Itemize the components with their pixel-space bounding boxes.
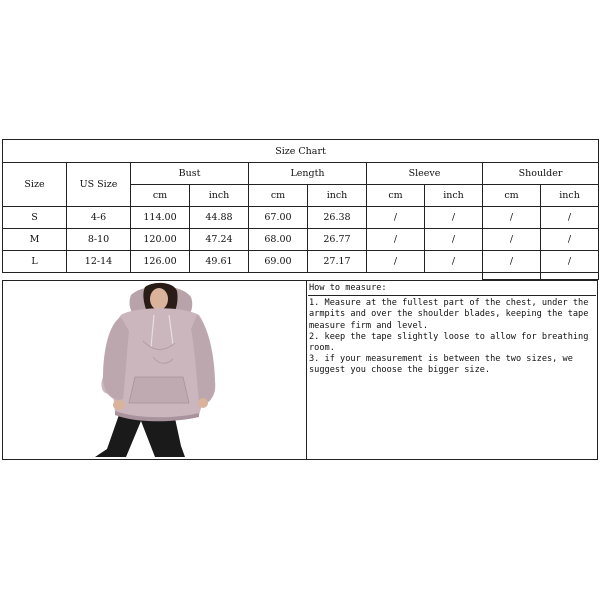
cell-shoulder-cm: / xyxy=(483,229,541,251)
unit-shoulder-inch: inch xyxy=(541,185,599,207)
measure-step: 3. if your measurement is between the two sizes, we suggest you choose the bigger size. xyxy=(309,354,573,376)
size-chart-title: Size Chart xyxy=(3,140,599,163)
table-tail-cell xyxy=(483,273,541,280)
cell-length-cm: 69.00 xyxy=(249,251,308,273)
cell-bust-cm: 120.00 xyxy=(131,229,190,251)
cell-sleeve-cm: / xyxy=(367,207,425,229)
unit-shoulder-cm: cm xyxy=(483,185,541,207)
hoodie-model-illustration xyxy=(3,281,306,459)
header-size: Size xyxy=(3,163,67,207)
cell-size: L xyxy=(3,251,67,273)
cell-length-inch: 26.77 xyxy=(308,229,367,251)
cell-us-size: 8-10 xyxy=(67,229,131,251)
cell-bust-inch: 47.24 xyxy=(190,229,249,251)
table-tail-cell xyxy=(541,273,599,280)
cell-sleeve-inch: / xyxy=(425,229,483,251)
unit-sleeve-inch: inch xyxy=(425,185,483,207)
table-row xyxy=(3,229,599,251)
cell-sleeve-cm: / xyxy=(367,229,425,251)
product-photo xyxy=(3,281,307,459)
cell-bust-inch: 49.61 xyxy=(190,251,249,273)
cell-sleeve-inch: / xyxy=(425,251,483,273)
header-length: Length xyxy=(249,163,367,185)
cell-bust-cm: 126.00 xyxy=(131,251,190,273)
how-to-measure xyxy=(308,283,596,377)
unit-length-cm: cm xyxy=(249,185,308,207)
cell-bust-cm: 114.00 xyxy=(131,207,190,229)
cell-us-size: 4-6 xyxy=(67,207,131,229)
table-row xyxy=(3,207,599,229)
unit-length-inch: inch xyxy=(308,185,367,207)
cell-length-cm: 68.00 xyxy=(249,229,308,251)
how-to-measure-title: How to measure: xyxy=(308,283,596,296)
cell-shoulder-inch: / xyxy=(541,229,599,251)
cell-sleeve-cm: / xyxy=(367,251,425,273)
unit-bust-cm: cm xyxy=(131,185,190,207)
table-row xyxy=(3,251,599,273)
header-us-size: US Size xyxy=(67,163,131,207)
header-bust: Bust xyxy=(131,163,249,185)
header-sleeve: Sleeve xyxy=(367,163,483,185)
cell-length-inch: 27.17 xyxy=(308,251,367,273)
cell-size: M xyxy=(3,229,67,251)
cell-shoulder-cm: / xyxy=(483,251,541,273)
unit-sleeve-cm: cm xyxy=(367,185,425,207)
cell-length-cm: 67.00 xyxy=(249,207,308,229)
measure-section xyxy=(2,280,598,460)
cell-shoulder-cm: / xyxy=(483,207,541,229)
cell-size: S xyxy=(3,207,67,229)
cell-us-size: 12-14 xyxy=(67,251,131,273)
size-chart-table xyxy=(2,139,599,280)
cell-length-inch: 26.38 xyxy=(308,207,367,229)
cell-shoulder-inch: / xyxy=(541,207,599,229)
cell-shoulder-inch: / xyxy=(541,251,599,273)
cell-sleeve-inch: / xyxy=(425,207,483,229)
table-tail-spacer xyxy=(3,273,483,280)
unit-bust-inch: inch xyxy=(190,185,249,207)
measure-step: 2. keep the tape slightly loose to allow for breathing room. xyxy=(309,331,589,354)
header-shoulder: Shoulder xyxy=(483,163,599,185)
measure-step: 1. Measure at the fullest part of the chest, under the armpits and over the shoulder blades, keeping the tape measure firm and level. xyxy=(309,298,589,331)
cell-bust-inch: 44.88 xyxy=(190,207,249,229)
